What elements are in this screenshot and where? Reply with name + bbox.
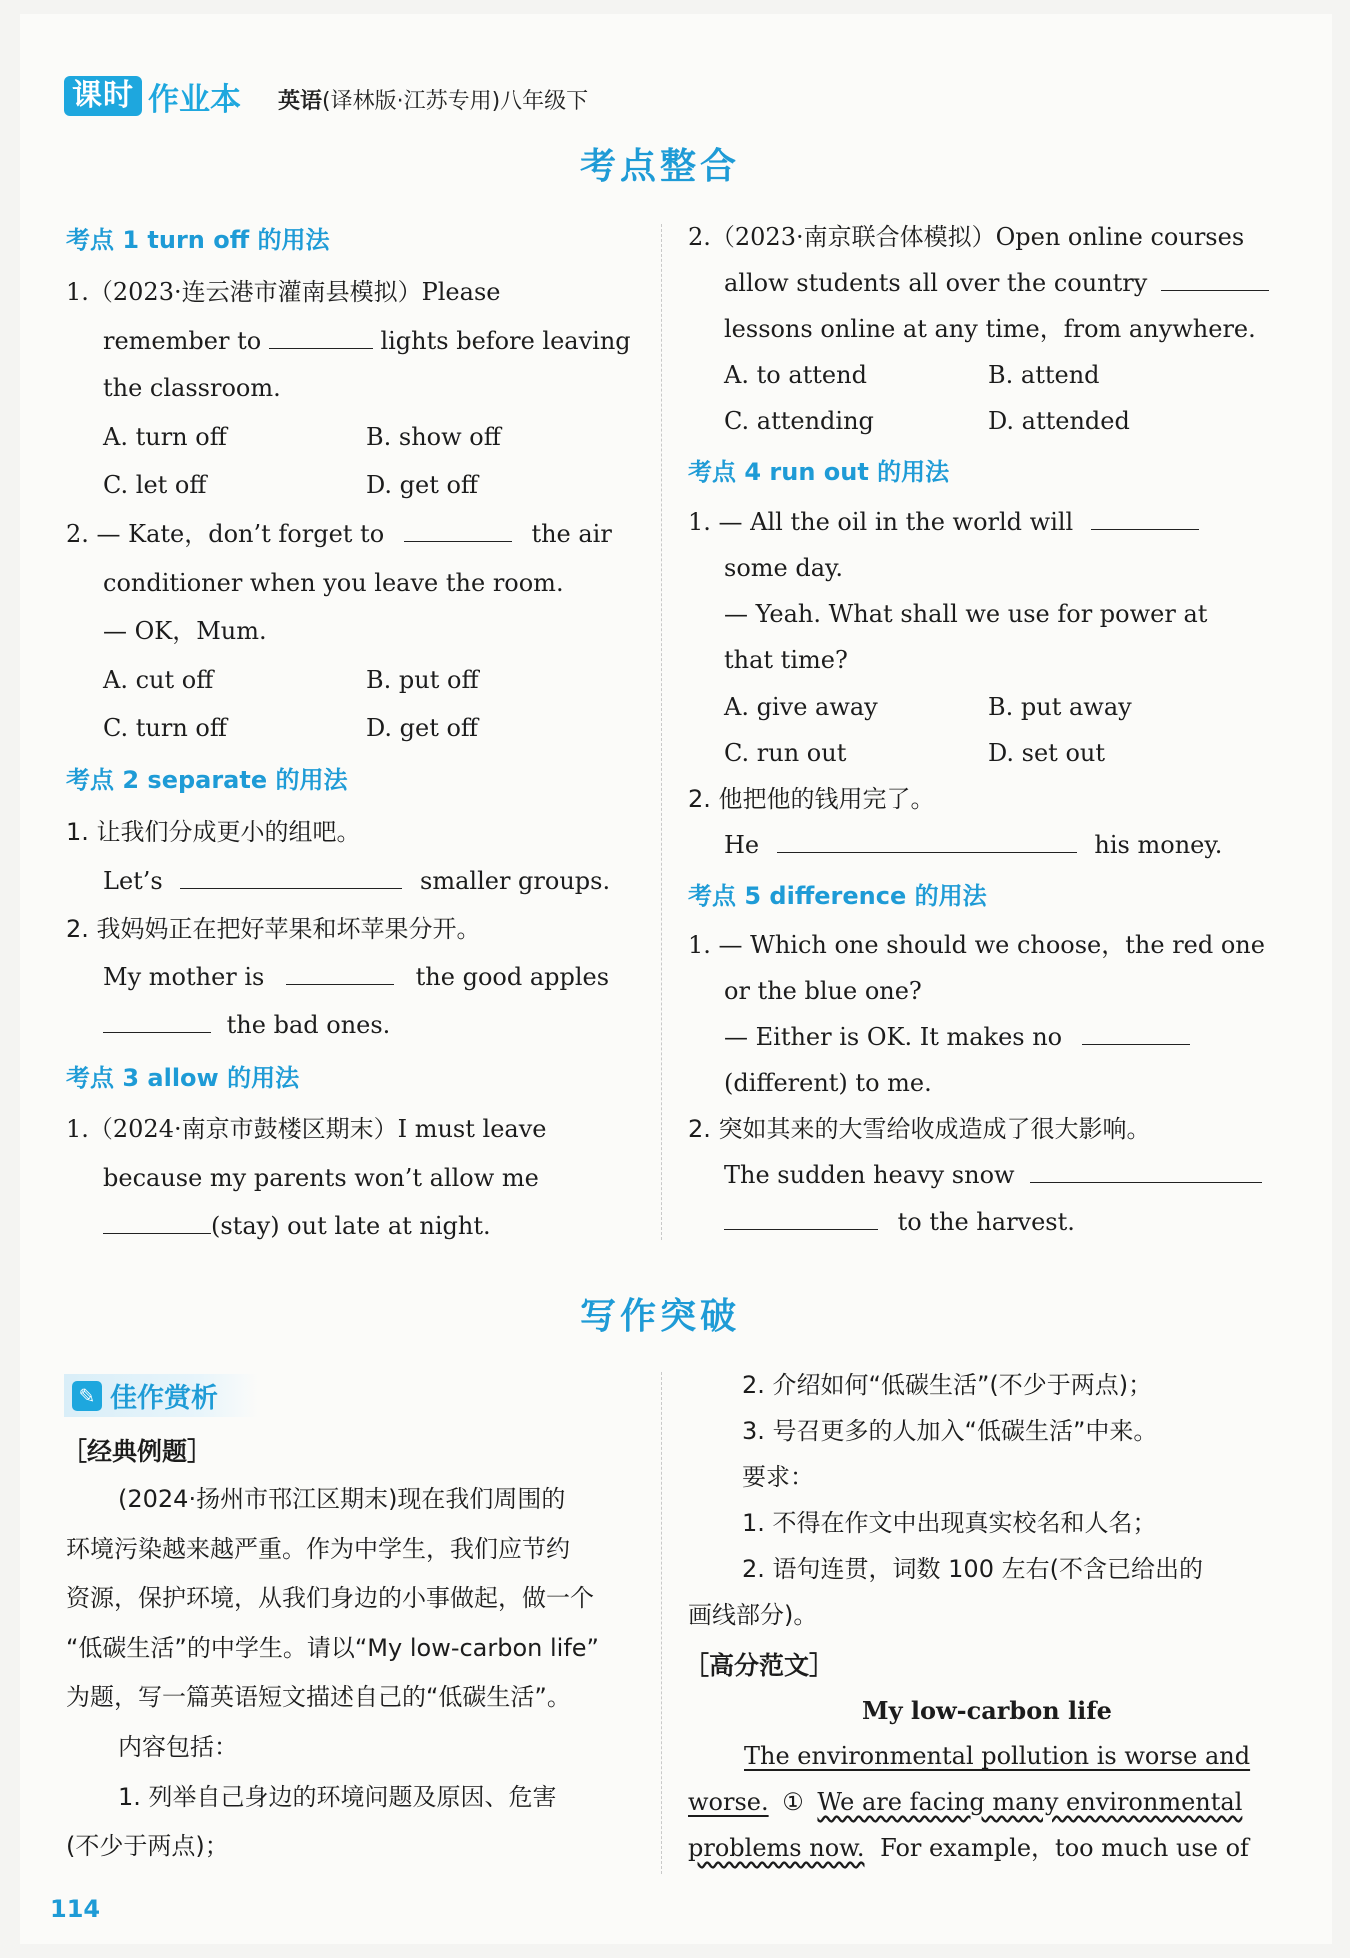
q1-line1: 1.（2023·连云港市灌南县模拟）Please bbox=[66, 278, 501, 306]
option-a: A. give away bbox=[724, 693, 878, 721]
answer-blank[interactable] bbox=[724, 1207, 878, 1230]
req-line3: 要求： bbox=[742, 1463, 814, 1491]
answer-blank[interactable] bbox=[269, 326, 373, 349]
option-b: B. put away bbox=[988, 693, 1132, 721]
kaodian-5-heading: 考点 5 difference 的用法 bbox=[688, 882, 987, 910]
q2-line2: conditioner when you leave the room. bbox=[103, 569, 564, 597]
req-line6: 画线部分)。 bbox=[688, 1601, 818, 1629]
essay-line3: problems now. For example，too much use of bbox=[688, 1834, 1249, 1862]
kd3-q1-line2: because my parents won’t allow me bbox=[103, 1164, 539, 1192]
kd4-q2-line1: 2. 他把他的钱用完了。 bbox=[688, 785, 935, 813]
answer-blank[interactable] bbox=[1091, 507, 1199, 530]
kd4-q1-line4: that time? bbox=[724, 646, 848, 674]
answer-blank[interactable] bbox=[103, 1211, 211, 1234]
kd3-q2-line1: 2.（2023·南京联合体模拟）Open online courses bbox=[688, 223, 1245, 251]
logo-text: 作业本 bbox=[148, 81, 241, 118]
q2-line1: 2. — Kate，don’t forget to the air bbox=[66, 520, 612, 548]
q1-line3: the classroom. bbox=[103, 374, 281, 402]
prompt-line2: 环境污染越来越严重。作为中学生，我们应节约 bbox=[66, 1535, 570, 1563]
section-title-kaodian: 考点整合 bbox=[579, 146, 740, 187]
kd2-q1-line2: Let’s smaller groups. bbox=[103, 867, 611, 895]
option-b: B. show off bbox=[366, 423, 501, 451]
sample-bracket: ［高分范文］ bbox=[684, 1651, 835, 1680]
section-title-writing: 写作突破 bbox=[579, 1296, 740, 1337]
prompt-line6: 内容包括： bbox=[118, 1733, 238, 1761]
answer-blank[interactable] bbox=[286, 962, 394, 985]
essay-line2: worse. ① We are facing many environmental bbox=[688, 1788, 1243, 1816]
kd5-q1-line1: 1. — Which one should we choose，the red one bbox=[688, 931, 1265, 959]
kd2-q2-line2: My mother is the good apples bbox=[103, 963, 610, 991]
kd4-q1-line2: some day. bbox=[724, 554, 844, 582]
req-line2: 3. 号召更多的人加入“低碳生活”中来。 bbox=[742, 1417, 1158, 1445]
option-b: B. put off bbox=[366, 666, 479, 694]
q2-line3: — OK，Mum. bbox=[103, 617, 267, 645]
answer-blank[interactable] bbox=[180, 866, 402, 889]
kd5-q2-line2: The sudden heavy snow bbox=[724, 1160, 1262, 1190]
answer-blank[interactable] bbox=[1161, 268, 1269, 291]
kd3-q1-line3: (stay) out late at night. bbox=[103, 1211, 491, 1241]
kd4-q2-line2: He his money. bbox=[724, 831, 1223, 859]
prompt-line5: 为题，写一篇英语短文描述自己的“低碳生活”。 bbox=[66, 1683, 571, 1711]
kd2-q2-line1: 2. 我妈妈正在把好苹果和坏苹果分开。 bbox=[66, 915, 481, 943]
prompt-line1: (2024·扬州市邗江区期末)现在我们周围的 bbox=[118, 1485, 566, 1513]
option-d: D. get off bbox=[366, 714, 478, 742]
pen-icon: ✎ bbox=[72, 1381, 102, 1411]
prompt-line3: 资源，保护环境，从我们身边的小事做起，做一个 bbox=[66, 1584, 594, 1612]
column-divider bbox=[661, 224, 662, 1240]
kd5-q2-line1: 2. 突如其来的大雪给收成造成了很大影响。 bbox=[688, 1115, 1151, 1143]
option-c: C. run out bbox=[724, 739, 847, 767]
answer-blank[interactable] bbox=[1082, 1022, 1190, 1045]
kd4-q1-line3: — Yeah. What shall we use for power at bbox=[724, 600, 1208, 628]
logo-box: 课时 bbox=[64, 76, 142, 116]
page-number: 114 bbox=[50, 1895, 101, 1923]
option-d: D. get off bbox=[366, 471, 478, 499]
subject: 英语 bbox=[278, 89, 323, 114]
kd5-q1-line4: (different) to me. bbox=[724, 1069, 932, 1097]
option-a: A. to attend bbox=[724, 361, 867, 389]
essay-title: My low-carbon life bbox=[862, 1696, 1112, 1725]
option-d: D. set out bbox=[988, 739, 1105, 767]
kd3-q2-line2: allow students all over the country bbox=[724, 268, 1269, 298]
answer-blank[interactable] bbox=[777, 830, 1077, 853]
circled-number: ① bbox=[782, 1788, 804, 1816]
kaodian-4-heading: 考点 4 run out 的用法 bbox=[688, 458, 950, 486]
option-c: C. let off bbox=[103, 471, 207, 499]
essay-line1: The environmental pollution is worse and bbox=[744, 1742, 1251, 1770]
kaodian-1-heading: 考点 1 turn off 的用法 bbox=[66, 226, 330, 254]
prompt-line7: 1. 列举自己身边的环境问题及原因、危害 bbox=[118, 1783, 557, 1811]
kd5-q1-line3: — Either is OK. It makes no bbox=[724, 1022, 1190, 1052]
kd5-q1-line2: or the blue one? bbox=[724, 977, 922, 1005]
option-c: C. attending bbox=[724, 407, 874, 435]
example-bracket: ［经典例题］ bbox=[62, 1437, 213, 1466]
req-line1: 2. 介绍如何“低碳生活”(不少于两点)； bbox=[742, 1371, 1153, 1399]
kaodian-2-heading: 考点 2 separate 的用法 bbox=[66, 766, 348, 794]
kd2-q2-line3: the bad ones. bbox=[103, 1010, 390, 1040]
q1-line2: remember to lights before leaving bbox=[103, 327, 631, 355]
edition: (译林版·江苏专用)八年级下 bbox=[322, 89, 589, 114]
column-divider bbox=[661, 1372, 662, 1874]
kd3-q2-line3: lessons online at any time，from anywhere. bbox=[724, 315, 1256, 343]
option-a: A. cut off bbox=[103, 666, 214, 694]
prompt-line8: (不少于两点)； bbox=[66, 1832, 229, 1860]
answer-blank[interactable] bbox=[1030, 1160, 1262, 1183]
answer-blank[interactable] bbox=[404, 519, 512, 542]
prompt-line4: “低碳生活”的中学生。请以“My low-carbon life” bbox=[66, 1634, 599, 1662]
req-line5: 2. 语句连贯，词数 100 左右(不含已给出的 bbox=[742, 1555, 1203, 1583]
kd5-q2-line3: to the harvest. bbox=[724, 1207, 1075, 1237]
option-c: C. turn off bbox=[103, 714, 227, 742]
kd2-q1-line1: 1. 让我们分成更小的组吧。 bbox=[66, 818, 361, 846]
kd4-q1-line1: 1. — All the oil in the world will bbox=[688, 507, 1199, 537]
req-line4: 1. 不得在作文中出现真实校名和人名； bbox=[742, 1509, 1157, 1537]
option-b: B. attend bbox=[988, 361, 1100, 389]
kd3-q1-line1: 1.（2024·南京市鼓楼区期末）I must leave bbox=[66, 1115, 547, 1143]
book-info bbox=[278, 84, 588, 115]
option-d: D. attended bbox=[988, 407, 1130, 435]
book-logo bbox=[64, 76, 241, 116]
option-a: A. turn off bbox=[103, 423, 227, 451]
kaodian-3-heading: 考点 3 allow 的用法 bbox=[66, 1064, 300, 1092]
answer-blank[interactable] bbox=[103, 1010, 211, 1033]
jiazuo-tag: ✎ 佳作赏析 bbox=[64, 1374, 258, 1417]
